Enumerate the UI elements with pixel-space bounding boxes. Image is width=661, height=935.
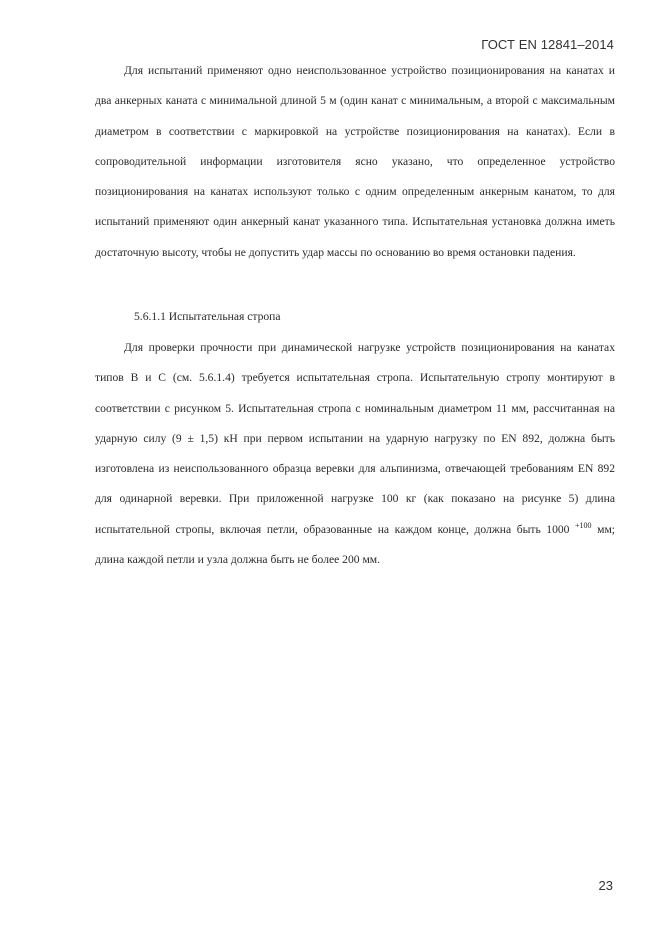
length-tolerance-superscript: +100 <box>575 520 592 530</box>
page-number: 23 <box>598 878 613 893</box>
paragraph-text: Для испытаний применяют одно неиспользованное устройство позиционирования на канатах и два анкерных каната с минимальной длиной 5 м (один канат с минимальным, а второй с максимальным диаметром в соответствии с маркировкой на устройстве позиционирования на канатах). Если в сопроводительной информации изготовителя ясно указано, что определенное устройство позиционирования на канатах используют только с одним определенным анкерным канатом, то для испытаний применяют один анкерный канат указанного типа. Испытательная установка должна иметь достаточную высоту, чтобы не допустить удар массы по основанию во время остановки падения. <box>95 64 615 259</box>
document-code-header: ГОСТ EN 12841–2014 <box>481 37 614 52</box>
paragraph-text: Для проверки прочности при динамической нагрузке устройств позиционирования на канатах типов В и С (см. 5.6.1.4) требуется испытательная стропа. Испытательную стропу монтируют в соответствии с рисунком 5. Испытательная стропа с номинальным диаметром 11 мм, рассчитанная на ударную силу (9 ± 1,5) кН при первом испытании на ударную нагрузку по EN 892, должна быть изготовлена из неиспользованного образца веревки для альпинизма, отвечающей требованиям EN 892 для одинарной веревки. При приложенной нагрузке 100 кг (как показано на рисунке 5) длина испытательной стропы, включая петли, образованные на каждом конце, должна быть 1000 <box>95 341 615 536</box>
paragraph-text-continuation: мм; длина каждой петли и узла должна быть не более 200 мм. <box>95 522 615 567</box>
body-paragraph-test-sling <box>95 333 615 575</box>
body-paragraph-test-setup <box>95 56 615 268</box>
subsection-heading: 5.6.1.1 Испытательная стропа <box>134 310 281 323</box>
